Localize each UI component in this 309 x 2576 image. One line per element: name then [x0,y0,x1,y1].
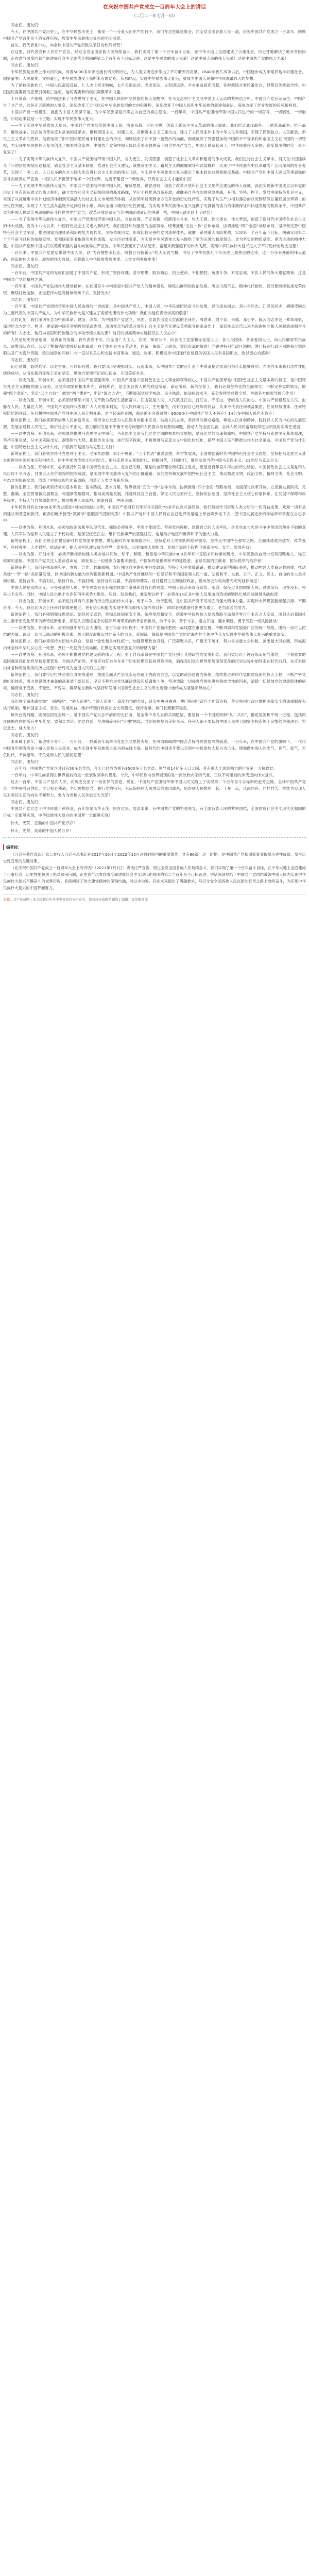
body-paragraph: ——以史为鉴、开创未来，必须继续推进马克思主义中国化。马克思主义是我们立党立国的根本指导思想，是我们党的灵魂和旗帜。中国共产党坚持马克思主义基本原理，坚持实事求是，从中国实际出发，洞察时代大势，把握历史主动，进行艰辛探索，不断推进马克思主义中国化时代化，指导中国人民不断推进伟大社会革命。中国共产党为什么能，中国特色社会主义为什么好，归根到底是因为马克思主义行！ [3,431,306,449]
body-paragraph: 一百年来，中国共产党团结带领中国人民，以“为有牺牲多壮志，敢教日月换新天”的大无畏气概，书写了中华民族几千年历史上最恢宏的史诗。这一百年来开辟的伟大道路、创造的伟大事业、取得的伟大成就，必将载入中华民族发展史册、人类文明发展史册！ [3,250,306,262]
body-paragraph: 中华民族是世界上伟大的民族，有着5000多年源远流长的文明历史，为人类文明进步作出了不可磨灭的贡献。1840年鸦片战争以后，中国逐步成为半殖民地半封建社会，国家蒙辱、人民蒙难、文明蒙尘，中华民族遭受了前所未有的劫难。从那时起，实现中华民族伟大复兴，就成为中国人民和中华民族最伟大的梦想。 [3,70,306,81]
body-paragraph: 解决台湾问题、实现祖国完全统一，是中国共产党矢志不渝的历史任务，是全体中华儿女的共同愿望。要坚持一个中国原则和“九二共识”，推进祖国和平统一进程。包括两岸同胞在内的所有中华儿女，要和衷共济、团结向前，坚决粉碎任何“台独”图谋，共创民族复兴美好未来。任何人都不要低估中国人民捍卫国家主权和领土完整的坚强决心、坚定意志、强大能力！ [3,713,306,731]
body-paragraph: 中国共产党立志于中华民族千秋伟业，百年恰是风华正茂！回首过去，展望未来，有中国共产党的坚强领导，有全国各族人民的紧密团结，全面建成社会主义现代化强国的目标一定能够实现，中华民族伟大复兴的中国梦一定能够实现！ [3,806,306,818]
body-paragraph: 同志们、朋友们！ [10,733,42,737]
body-paragraph: ——以史为鉴、开创未来，必须团结带领中国人民不断为美好生活而奋斗。江山就是人民、人民就是江山，打江山、守江山，守的是人民的心。中国共产党根基在人民、血脉在人民、力量在人民。中国共产党始终代表最广大人民根本利益，与人民休戚与共、生死相依，没有任何自己特殊的利益，从来不代表任何利益集团、任何权势团体、任何特权阶层的利益。任何想把中国共产党同中国人民分割开来、对立起来的企图，都是绝不会得逞的！9500多万中国共产党人不答应！14亿多中国人民也不答应！ [3,398,306,416]
body-paragraph: 同志们、朋友们！ [10,297,42,302]
body-paragraph: 同志们、朋友们！ [10,759,42,764]
body-paragraph: 同志们、朋友们！ [10,63,42,67]
editor-note [3,841,306,891]
body-paragraph: 我们将全面准确贯彻“一国两制”、“港人治港”、“澳人治澳”、高度自治的方针，落实中央对香港、澳门特别行政区全面管治权，落实特别行政区维护国家安全的法律制度和执行机制，维护国家主权、安全、发展利益，维护特别行政区社会大局稳定，保持香港、澳门长期繁荣稳定。 [3,699,306,710]
closing-lines [3,820,306,834]
body-paragraph: 中国共产党一经诞生，就把为中国人民谋幸福、为中华民族谋复兴确立为自己的初心使命。一百年来，中国共产党团结带领中国人民进行的一切奋斗、一切牺牲、一切创造，归结起来就是一个主题：实现中华民族伟大复兴。 [3,110,306,121]
body-paragraph: 新的征程上，我们要牢记打铁必须自身硬的道理，增强全面从严治党永远在路上的政治自觉，以党的政治建设为统领，继续推进新时代党的建设新的伟大工程，不断严密党的组织体系，着力建设德才兼备的高素质干部队伍，坚定不移推进党风廉政建设和反腐败斗争，坚决清除一切损害党的先进性和纯洁性的因素，清除一切侵蚀党的健康肌体的病毒，确保党不变质、不变色、不变味，确保党在新时代坚持和发展中国特色社会主义的历史进程中始终成为坚强领导核心！ [3,672,306,690]
body-paragraph: 今天，在中国共产党历史上，在中华民族历史上，都是一个十分重大而庄严的日子。我们在这里隆重集会，同全党全国各族人民一道，庆祝中国共产党成立一百周年，回顾中国共产党百年奋斗的光辉历程，展望中华民族伟大复兴的光明前景。 [3,29,306,41]
source-line [3,894,306,902]
body-paragraph: 此时此刻，我们深切怀念为中国革命、建设、改革，为中国共产党建立、巩固、发展作出重大贡献的毛泽东、周恩来、刘少奇、朱德、邓小平、陈云同志等老一辈革命家，深切怀念为建立、捍卫、建设新中国英勇牺牲的革命先烈，深切怀念为改革开放和社会主义现代化建设英勇献身的革命烈士，深切怀念近代以来为民族独立和人民解放顽强奋斗的所有仁人志士。他们为祖国和民族建立的丰功伟绩永载史册！他们的崇高精神永远铭记在人民心中！ [3,317,306,335]
body-paragraph: ——以史为鉴、开创未来，必须坚持和发展中国特色社会主义。走自己的路，是党的全部理论和实践立足点，更是党百年奋斗得出的历史结论。中国特色社会主义是党和人民历经千辛万苦、付出巨大代价取得的根本成就，是实现中华民族伟大复兴的正确道路。我们坚持和发展中国特色社会主义，推动物质文明、政治文明、精神文明、社会文明、生态文明协调发展，创造了中国式现代化新道路，创造了人类文明新形态。 [3,465,306,483]
editor-paragraph: 《习近平著作选读》第二卷收入习近平总书记在2017年10月至2022年10月这段时间内的重要著作，共有96篇，这一时期，是中国共产党和国家事业取得历史性成就、发生历史性变革的关键时期。 [3,852,306,863]
body-paragraph: 新的征程上，我们必须坚持马克思列宁主义、毛泽东思想、邓小平理论、“三个代表”重要思想、科学发展观，全面贯彻新时代中国特色社会主义思想，坚持把马克思主义基本原理同中国具体实际相结合、同中华优秀传统文化相结合，用马克思主义观察时代、把握时代、引领时代，继续发展当代中国马克思主义、21世纪马克思主义！ [3,451,306,463]
body-paragraph: 一百年来，中国共产党弘扬伟大建党精神，在长期奋斗中构建起中国共产党人的精神谱系，锤炼出鲜明的政治品格。历史川流不息，精神代代相传。我们要继续弘扬光荣传统、赓续红色血脉，永远把伟大建党精神继承下去、发扬光大！ [3,284,306,295]
source-text: 共产党员网 | 本文转载自中共中央党校官方公众号，如有侵权请联系删除 | 编辑：宣传教育部 [13,897,148,902]
body-paragraph: 新的征程上，我们必须增强忧患意识、始终居安思危，贯彻总体国家安全观，统筹发展和安全，统筹中华民族伟大复兴战略全局和世界百年未有之大变局，深刻认识我国社会主要矛盾变化带来的新特征新要求，深刻认识错综复杂的国际环境带来的新矛盾新挑战，敢于斗争，善于斗争，逢山开道、遇水架桥，勇于战胜一切风险挑战！ [3,612,306,623]
editor-note-paragraphs [3,851,306,891]
salutation: 同志们，朋友们： [10,23,42,27]
body-paragraph: 新的征程上，我们必须紧紧依靠人民创造历史，坚持全心全意为人民服务的根本宗旨，站稳人民立场，坚持党的群众路线，尊重人民首创精神，践行以人民为中心的发展思想，发展全过程人民民主，维护社会公平正义，着力解决发展不平衡不充分问题和人民群众急难愁盼问题，推动人的全面发展、全体人民共同富裕取得更为明显的实质性进展！ [3,418,306,429]
paragraph-list [3,28,306,819]
body-paragraph: 未来属于青年，希望寄予青年。一百年前，一群新青年高举马克思主义思想火炬，在风雨如晦的中国苦苦探寻民族复兴的前途。一百年来，在中国共产党的旗帜下，一代代中国青年把青春奋斗融入党和人民事业，成为实现中华民族伟大复兴的先锋力量。新时代的中国青年要以实现中华民族伟大复兴为己任，增强做中国人的志气、骨气、底气，不负时代，不负韶华，不负党和人民的殷切期望！ [3,739,306,757]
body-paragraph: 一百年前，中国共产党的先驱们创建了中国共产党，形成了坚持真理、坚守理想，践行初心、担当使命，不怕牺牲、英勇斗争，对党忠诚、不负人民的伟大建党精神，这是中国共产党的精神之源。 [3,270,306,282]
body-paragraph: 中华民族拥有在5000多年历史演进中形成的灿烂文明，中国共产党拥有百年奋斗实践和70多年执政兴国经验，我们积极学习借鉴人类文明的一切有益成果，欢迎一切有益的建议和善意的批评，但我们绝不接受“教师爷”般颐指气使的说教！中国共产党和中国人民将在自己选择的道路上昂首阔步走下去，把中国发展进步的命运牢牢掌握在自己手中！ [3,505,306,523]
body-paragraph: 中国人民是崇尚正义、不畏强暴的人民，中华民族是具有强烈民族自豪感和自信心的民族。中国人民从来没有欺负、压迫、奴役过其他国家人民，过去没有，现在没有，将来也不会有。同时，中国人民也绝不允许任何外来势力欺负、压迫、奴役我们，谁妄想这样干，必将在14亿多中国人民用血肉筑成的钢铁长城面前碰得头破血流！ [3,585,306,597]
closing-line: 伟大、光荣、英雄的中国人民万岁！ [10,828,74,833]
body-paragraph: 新的征程上，我们必须全面贯彻新时代党的强军思想，贯彻新时代军事战略方针，坚持党对人民军队的绝对领导，坚持走中国特色强军之路，全面推进政治建军、改革强军、科技强军、人才强军、依法治军，把人民军队建设成为世界一流军队，以更加强大的能力、更加可靠的手段捍卫国家主权、安全、发展利益！ [3,538,306,550]
body-paragraph: ——以史为鉴、开创未来，必须加快国防和军队现代化。强国必须强军，军强才能国安。坚持党指挥枪、建设自己的人民军队，是党在血与火的斗争中得出的颠扑不破的真理。人民军队为党和人民建立了不朽功勋，是保卫红色江山、维护民族尊严的坚强柱石，也是维护地区和世界和平的强大力量。 [3,525,306,536]
closing-line: 伟大、光荣、正确的中国共产党万岁！ [10,821,77,825]
body-paragraph: 新的征程上，我们必须高举和平、发展、合作、共赢旗帜，奉行独立自主的和平外交政策，坚持走和平发展道路，推动建设新型国际关系，推动构建人类命运共同体，推动共建“一带一路”高质量发展，以中国的新发展为世界提供新机遇。中国共产党将继续同一切爱好和平的国家和人民一道，弘扬和平、发展、公平、正义、民主、自由的全人类共同价值，坚持合作、不搞对抗，坚持开放、不搞封闭，坚持互利共赢、不搞零和博弈，反对霸权主义和强权政治，推动历史车轮向着光明的目标前进！ [3,565,306,583]
body-paragraph: 过去一百年，中国共产党向人民、向历史交出了一份优异的答卷。现在，中国共产党团结带领中国人民又踏上了实现第二个百年奋斗目标新的赶考之路。全体中国共产党员！党中央号召你们，牢记初心使命，坚定理想信念，践行党的宗旨，永远保持同人民群众的血肉联系，始终同人民想在一起、干在一起，风雨同舟、同甘共苦，继续为实现人民对美好生活的向往不懈努力，努力为党和人民争取更大光荣！ [3,779,306,798]
body-paragraph: 为了拯救民族危亡，中国人民奋起反抗，仁人志士奔走呐喊，太平天国运动、戊戌变法、义和团运动、辛亥革命接连而起，各种救国方案轮番出台，但都以失败而告终。中国迫切需要新的思想引领救亡运动，迫切需要新的组织凝聚革命力量。 [3,83,306,94]
body-paragraph: 同志们、朋友们！ [10,358,42,362]
body-paragraph: ——为了实现中华民族伟大复兴，中国共产党团结带领中国人民，自力更生、发愤图强，创造了社会主义革命和建设的伟大成就。我们进行社会主义革命，消灭在中国延续几千年的封建剥削压迫制度，确立社会主义基本制度，推进社会主义建设，战胜帝国主义、霸权主义的颠覆破坏和武装挑衅，实现了中华民族有史以来最为广泛而深刻的社会变革，实现了一穷二白、人口众多的东方大国大步迈进社会主义社会的伟大飞跃，为实现中华民族伟大复兴奠定了根本政治前提和制度基础。中国共产党和中国人民以英勇顽强的奋斗向世界庄严宣告，中国人民不但善于破坏一个旧世界、也善于建设一个新世界，只有社会主义才能救中国！ [3,157,306,181]
article-date: （二〇二一年七月一日） [132,13,177,18]
editor-note-label: 编者按： [3,844,22,850]
source-prefix: 来源： [3,897,13,902]
body-paragraph: ——为了实现中华民族伟大复兴，中国共产党团结带领中国人民，浴血奋战、百折不挠，创造了新民主主义革命的伟大成就。我们经过北伐战争、土地革命战争、抗日战争、解放战争，以武装的革命反对武装的反革命，推翻帝国主义、封建主义、官僚资本主义三座大山，建立了人民当家作主的中华人民共和国，实现了民族独立、人民解放。新民主主义革命的胜利，彻底结束了旧中国半殖民地半封建社会的历史，彻底结束了旧中国一盘散沙的局面，彻底废除了列强强加给中国的不平等条约和帝国主义在中国的一切特权，为实现中华民族伟大复兴创造了根本社会条件。中国共产党和中国人民以英勇顽强的奋斗向世界庄严宣告，中国人民站起来了，中华民族任人宰割、饱受欺凌的时代一去不复返了！ [3,123,306,155]
body-paragraph: 一百年前，中华民族呈现在世界面前的是一派衰败凋零的景象。今天，中华民族向世界展现的是一派欣欣向荣的气象，正以不可阻挡的步伐迈向伟大复兴。 [10,773,277,777]
section-divider [3,837,306,838]
body-paragraph: ——为了实现中华民族伟大复兴，中国共产党团结带领中国人民，自信自强、守正创新，统揽伟大斗争、伟大工程、伟大事业、伟大梦想，创造了新时代中国特色社会主义的伟大成就。党的十八大以来，中国特色社会主义进入新时代，我们坚持和加强党的全面领导，统筹推进“五位一体”总体布局、协调推进“四个全面”战略布局，坚持和完善中国特色社会主义制度、推进国家治理体系和治理能力现代化，坚持依规治党、形成比较完善的党内法规体系，战胜一系列重大风险挑战，实现第一个百年奋斗目标，明确实现第二个百年奋斗目标的战略安排，党和国家事业取得历史性成就、发生历史性变革，为实现中华民族伟大复兴提供了更为完善的制度保证、更为坚实的物质基础、更为主动的精神力量。中国共产党和中国人民以英勇顽强的奋斗向世界庄严宣告，中华民族迎来了从站起来、富起来到强起来的伟大飞跃，实现中华民族伟大复兴进入了不可逆转的历史进程！ [3,217,306,248]
body-paragraph: 同志们、朋友们！ [10,692,42,697]
body-paragraph: 新的征程上，我们必须坚持大团结大联合，坚持一致性和多样性统一，加强思想政治引领，广泛凝聚共识，广聚天下英才，努力寻求最大公约数、画出最大同心圆，形成海内外全体中华儿女心往一处想、劲往一处使的生动局面，汇聚起实现民族复兴的磅礴力量！ [3,639,306,650]
body-paragraph: 人民是历史的创造者，是真正的英雄。我代表党中央，向全国广大工人、农民、知识分子，向各民主党派和无党派人士、各人民团体、各界爱国人士，向人民解放军指战员、武警部队官兵、公安干警和消防救援队伍指战员，向全体社会主义劳动者，向统一战线广大成员，致以崇高的敬意！向香港特别行政区同胞、澳门特别行政区同胞和台湾同胞以及广大海外侨胞，致以诚挚的问候！向一直以来关心和支持中国革命、建设、改革，积极投身中国现代化建设的各国人民和各国朋友，致以衷心的感谢！ [3,337,306,355]
body-paragraph: 同志们、朋友们！ [10,800,42,804]
body-paragraph: 十月革命一声炮响，给中国送来了马克思列宁主义。在中国人民和中华民族的伟大觉醒中，在马克思列宁主义同中国工人运动的紧密结合中，中国共产党应运而生。中国产生了共产党，这是开天辟地的大事变，深刻改变了近代以后中华民族发展的方向和进程，深刻改变了中国人民和中华民族的前途和命运，深刻改变了世界发展的趋势和格局。 [3,96,306,108]
article-title: 在庆祝中国共产党成立一百周年大会上的讲话 [103,5,206,10]
body-paragraph: ——为了实现中华民族伟大复兴，中国共产党团结带领中国人民，解放思想、锐意进取，创造了改革开放和社会主义现代化建设的伟大成就。我们实现新中国成立以来党的历史上具有深远意义的伟大转折，确立党在社会主义初级阶段的基本路线，坚定不移推进改革开放，战胜来自各方面的风险挑战，开创、坚持、捍卫、发展中国特色社会主义，实现了从高度集中的计划经济体制到充满活力的社会主义市场经济体制、从封闭半封闭到全方位开放的历史性转变，实现了从生产力相对落后的状况到经济总量跃居世界第二的历史性突破，实现了人民生活从温饱不足到总体小康、奔向全面小康的历史性跨越，为实现中华民族伟大复兴提供了充满新的活力的体制保证和快速发展的物质条件。中国共产党和中国人民以英勇顽强的奋斗向世界庄严宣告，改革开放是决定当代中国前途命运的关键一招，中国大踏步赶上了时代！ [3,183,306,215]
body-paragraph: ——以史为鉴、开创未来，必须不断推动构建人类命运共同体。和平、和睦、和谐是中华民族5000多年来一直追求和传承的理念，中华民族的血液中没有侵略他人、称王称霸的基因。中国共产党关注人类前途命运，同世界上一切进步力量携手前进，中国始终是世界和平的建设者、全球发展的贡献者、国际秩序的维护者！ [3,552,306,563]
body-paragraph: 初心易得，始终难守。以史为鉴，可以知兴替。我们要用历史映照现实、远观未来，从中国共产党的百年奋斗中看清楚过去我们为什么能够成功、弄明白未来我们怎样才能继续成功，从而在新的征程上更加坚定、更加自觉地牢记初心使命、开创美好未来。 [3,364,306,376]
body-paragraph: 首先，我代表党中央，向全体中国共产党员致以节日的热烈祝贺！ [10,43,124,47]
body-paragraph: 在这里，我代表党和人民庄严宣告，经过全党全国各族人民持续奋斗，我们实现了第一个百年奋斗目标，在中华大地上全面建成了小康社会，历史性地解决了绝对贫困问题，正在意气风发向着全面建成社会主义现代化强国的第二个百年奋斗目标迈进。这是中华民族的伟大光荣！这是中国人民的伟大光荣！这是中国共产党的伟大光荣！ [3,49,306,61]
body-paragraph: ——以史为鉴、开创未来，必须加强中华儿女大团结。在百年奋斗历程中，中国共产党始终把统一战线摆在重要位置，不断巩固和发展最广泛的统一战线，团结一切可以团结的力量、调动一切可以调动的积极因素，最大限度凝聚起共同奋斗的力量。爱国统一战线是中国共产党团结海内外全体中华儿女实现中华民族伟大复兴的重要法宝。 [3,625,306,637]
body-paragraph: 新的征程上，我们必须坚持党的基本理论、基本路线、基本方略，统筹推进“五位一体”总体布局、协调推进“四个全面”战略布局，全面深化改革开放，立足新发展阶段，完整、准确、全面贯彻新发展理念，构建新发展格局，推动高质量发展，推进科技自立自强，保证人民当家作主，坚持依法治国，坚持社会主义核心价值体系，在发展中保障和改善民生，坚持人与自然和谐共生，协同推进人民富裕、国家强盛、中国美丽。 [3,485,306,503]
body-paragraph: ——以史为鉴、开创未来，必须坚持中国共产党坚强领导。中国共产党是中国特色社会主义事业的领导核心，中国共产党领导是中国特色社会主义最本质的特征，是中国特色社会主义制度的最大优势，是党和国家的根本所在、命脉所在，是全国各族人民的利益所系、命运所系。新的征程上，我们必须坚持党的全面领导，不断完善党的领导，增强“四个意识”、坚定“四个自信”、做到“两个维护”，牢记“国之大者”，不断提高党科学执政、民主执政、依法执政水平，充分发挥党总揽全局、协调各方的领导核心作用！ [3,378,306,396]
editor-paragraph: 《在庆祝中国共产党成立一百周年大会上的讲话》（2021年7月1日）讲话庄严宣告，经过全党全国各族人民持续奋斗，我们实现了第一个百年奋斗目标，在中华大地上全面建成了小康社会，历史性地解决了绝对贫困问题，正在意气风发向着全面建成社会主义现代化强国的第二个百年奋斗目标迈进。讲话深刻总结了中国共产党团结带领中国人民为实现中华民族伟大复兴不懈奋斗的光辉历程，系统阐述了伟大建党精神的深刻内涵，对以史为鉴、开创未来提出了明确要求，号召全党全国各族人民在新的赶考之路上继续奋斗，为实现中华民族伟大复兴的中国梦而努力。 [3,866,306,890]
body-paragraph: ——以史为鉴、开创未来，必须不断推进党的建设新的伟大工程。勇于自我革命是中国共产党区别于其他政党的显著标志。我们党历经千锤百炼而朝气蓬勃，一个很重要的原因就是我们始终坚持党要管党、全面从严治党，不断应对好自身在各个历史时期面临的风险考验，确保我们党在世界形势深刻变化的历史进程中始终走在时代前列，在应对国内外各种风险挑战的历史进程中始终成为全国人民的主心骨！ [3,652,306,670]
body-paragraph: 一百年来，中国共产党团结带领中国人民取得的一切成就，是中国共产党人、中国人民、中华民族团结奋斗的结果。以毛泽东同志、邓小平同志、江泽民同志、胡锦涛同志为主要代表的中国共产党人，为中华民族伟大复兴建立了彪炳史册的伟大功勋！我们向他们表示崇高的敬意！ [3,304,306,315]
body-paragraph: 一百年前，中国共产党成立时只有50多名党员，今天已经成为拥有9500多万名党员、领导着14亿多人口大国、具有重大全球影响力的世界第一大执政党。 [10,766,278,771]
body-paragraph: ——以史为鉴、开创未来，必须进行具有许多新的历史特点的伟大斗争。敢于斗争、敢于胜利，是中国共产党不可战胜的强大精神力量。实现伟大梦想就要顽强拼搏、不懈奋斗。今天，我们比历史上任何时期都更接近、更有信心和能力实现中华民族伟大复兴的目标，同时必须准备付出更为艰巨、更为艰苦的努力。 [3,599,306,610]
body-paragraph: 同志们、朋友们！ [10,264,42,268]
article-body [3,22,306,834]
